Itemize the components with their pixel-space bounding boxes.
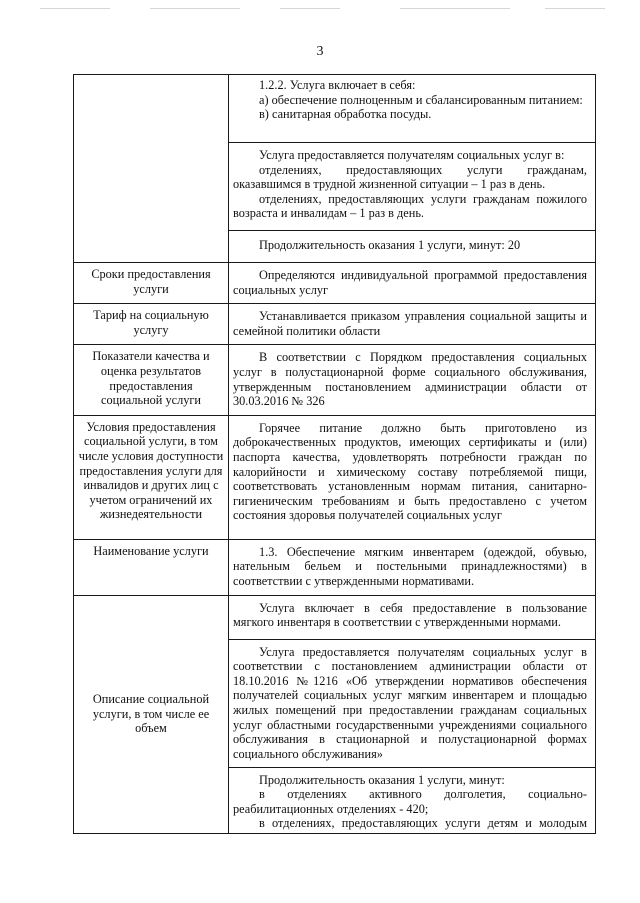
- service-12-provided-line-1: Услуга предоставляется получателям социальных услуг в:: [259, 148, 565, 162]
- service-name-cell: [229, 539, 596, 595]
- service-12-provided-line-2: отделениях, предоставляющих услуги гражданам, оказавшимся в трудной жизненной ситуации – 1 раз в день.: [233, 162, 587, 192]
- description-cell: [229, 595, 596, 833]
- description-duration-line-1: Продолжительность оказания 1 услуги, минут:: [259, 772, 505, 787]
- table-row: [74, 304, 596, 345]
- conditions-cell: [229, 415, 596, 539]
- service-12-provided-line-3: отделениях, предоставляющих услуги гражданам пожилого возраста и инвалидам – 1 раз в день.: [233, 191, 587, 221]
- description-provided: Услуга предоставляется получателям социальных услуг в соответствии с постановлением администрации области от 18.10.2016 №1216 «Об утверждении нормативов обеспечения получателей социальных услуг мягким инвентарем и площадью жилых помещений при предоставлении гражданам социальных услуг областными государственными учреждениями социального обслуживания в стационарной и полустационарной формах социального обслуживания»: [233, 644, 587, 761]
- quality-label: Показатели качества и оценка результатов предоставления социальной услуги: [74, 345, 229, 415]
- quality-cell: [229, 345, 596, 415]
- tariff-cell: [229, 304, 596, 345]
- description-includes: Услуга включает в себя предоставление в пользование мягкого инвентаря в соответствии с утвержденными нормами.: [233, 600, 587, 630]
- service-standard-table: [73, 74, 596, 834]
- service-name-text: 1.3. Обеспечение мягким инвентарем (одеждой, обувью, нательным бельем и постельными принадлежностями) в соответствии с утвержденными нормативами.: [233, 544, 587, 588]
- conditions-label: Условия предоставления социальной услуги, в том числе условия доступности предоставления услуги для инвалидов и других лиц с учетом ограничений их жизнедеятельности: [74, 415, 229, 539]
- table-row: [74, 263, 596, 304]
- description-provided-block: [229, 639, 595, 767]
- description-duration-block: [229, 767, 595, 833]
- page-number: 3: [316, 44, 324, 59]
- service-12-includes-line-2: а) обеспечение полноценным и сбалансированным питанием:: [259, 92, 583, 107]
- terms-label: Сроки предоставления услуги: [74, 263, 229, 304]
- terms-text: Определяются индивидуальной программой предоставления социальных услуг: [233, 268, 587, 297]
- service-12-includes-line-3: в) санитарная обработка посуды.: [259, 107, 432, 122]
- terms-cell: [229, 263, 596, 304]
- service-12-provided-block: [229, 142, 595, 230]
- service-12-cell: [229, 75, 596, 263]
- service-12-duration-block: [229, 230, 595, 262]
- service-name-label: Наименование услуги: [74, 539, 229, 595]
- service-12-includes-line-1: 1.2.2. Услуга включает в себя:: [259, 78, 416, 92]
- quality-text: В соответствии с Порядком предоставления социальных услуг в полустационарной форме социального обслуживания, утвержденным постановлением администрации области от 30.03.2016 № 326: [233, 350, 587, 409]
- description-label: Описание социальной услуги, в том числе ее объем: [74, 595, 229, 833]
- table-row: [74, 415, 596, 539]
- service-12-includes-block: [229, 75, 595, 142]
- tariff-label: Тариф на социальную услугу: [74, 304, 229, 345]
- conditions-text: Горячее питание должно быть приготовлено из доброкачественных продуктов, имеющих сертификаты и (или) паспорта качества, удовлетворять потребности граждан по калорийности и химическому составу потребляемой пищи, соответствовать установленным нормам питания, санитарно-гигиеническим требованиям и быть предоставлено с учетом состояния здоровья получателей социальных услуг: [233, 420, 587, 523]
- table-row: [74, 345, 596, 415]
- description-includes-block: [229, 596, 595, 639]
- table-row: [74, 539, 596, 595]
- table-row: [74, 75, 596, 263]
- description-duration-line-2: в отделениях активного долголетия, социально-реабилитационных отделениях - 420;: [233, 787, 587, 816]
- tariff-text: Устанавливается приказом управления социальной защиты и семейной политики области: [233, 309, 587, 338]
- table-row: [74, 595, 596, 833]
- scan-edge-marks: [0, 6, 640, 12]
- description-duration-line-3: в отделениях, предоставляющих услуги детям и молодым: [259, 816, 587, 831]
- service-12-duration: Продолжительность оказания 1 услуги, минут: 20: [259, 238, 521, 252]
- empty-label-cell: [74, 75, 229, 263]
